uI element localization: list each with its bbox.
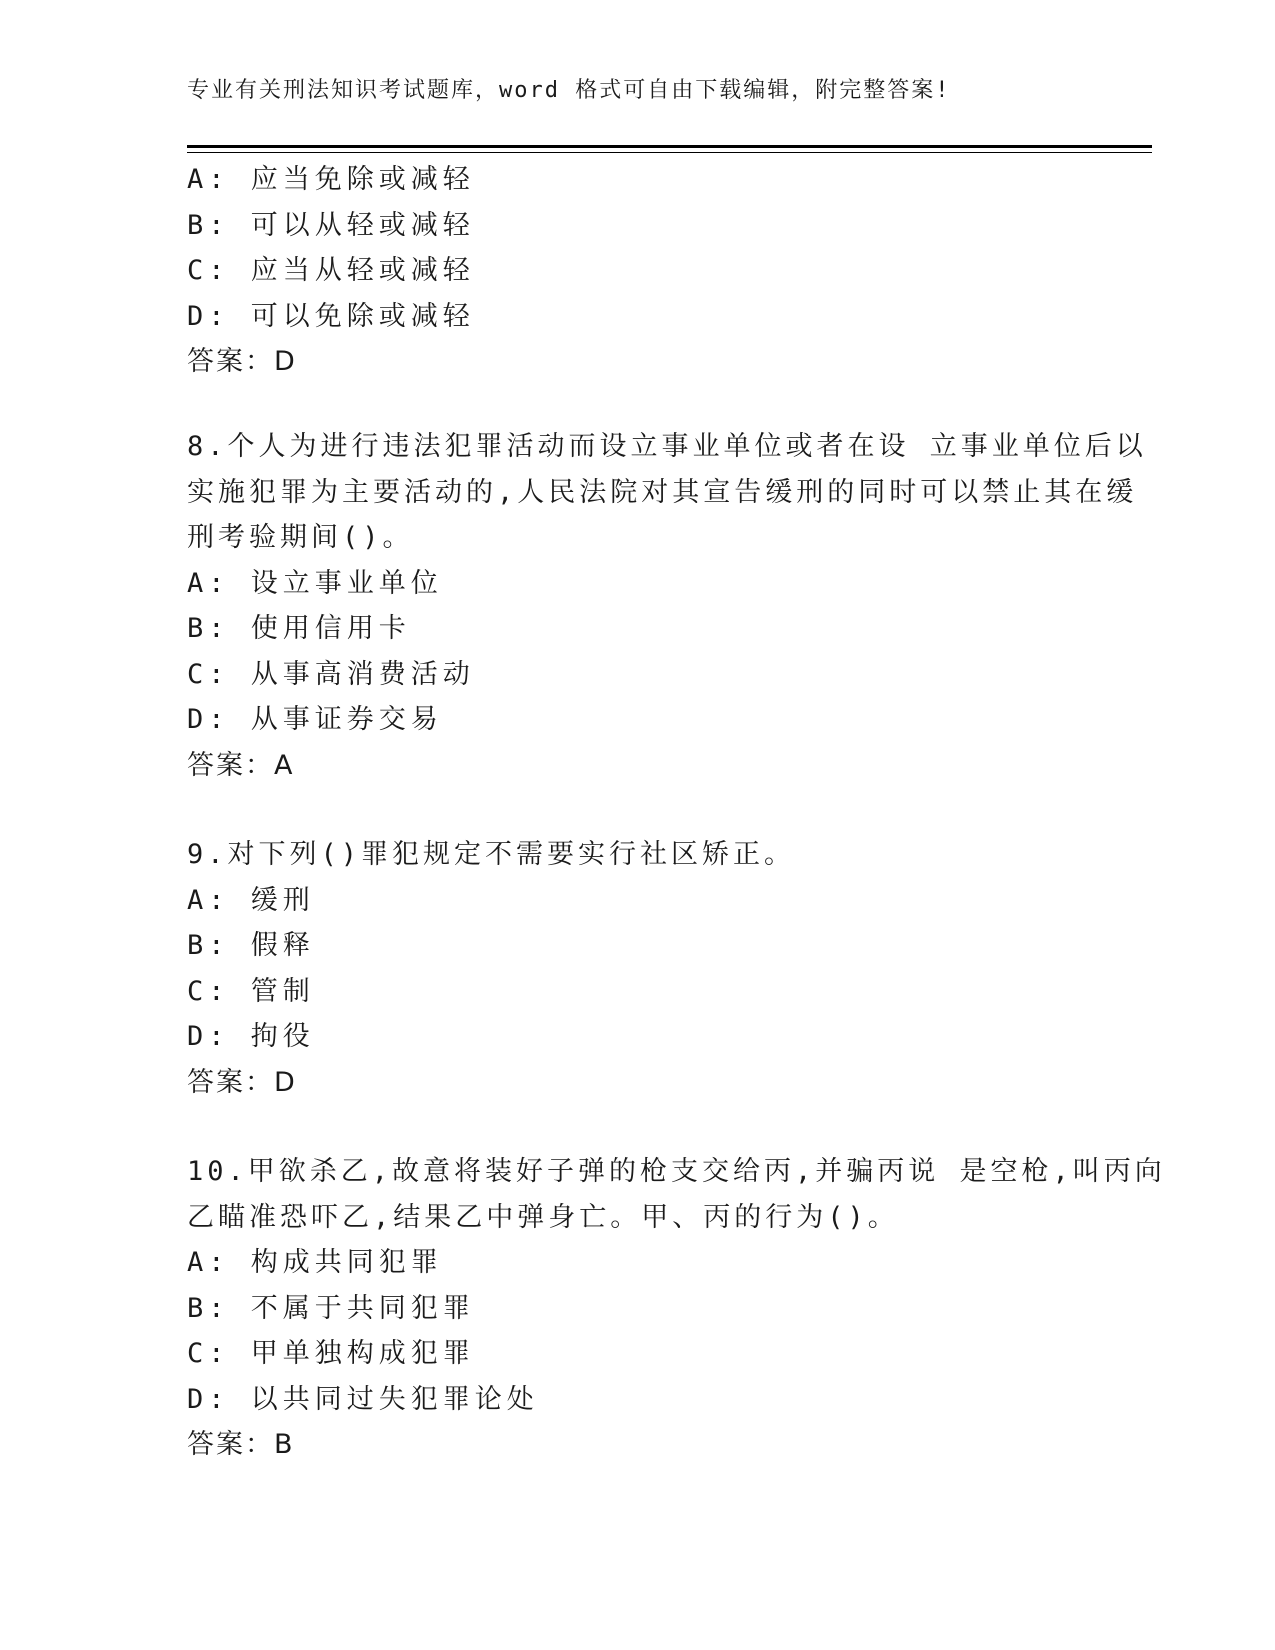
question-text-line: 10.甲欲杀乙,故意将装好子弹的枪支交给丙,并骗丙说 是空枪,叫丙向: [187, 1156, 1166, 1187]
option-d: D: 从事证券交易: [187, 704, 443, 735]
answer: 答案：B: [187, 1429, 295, 1460]
option-d: D: 拘役: [187, 1021, 315, 1052]
answer: 答案：A: [187, 749, 295, 781]
option-d: D: 可以免除或减轻: [187, 300, 475, 332]
option-c: C: 应当从轻或减轻: [187, 255, 475, 286]
question-8: [187, 424, 1147, 788]
option-b: B: 假释: [187, 930, 315, 961]
option-c: C: 甲单独构成犯罪: [187, 1338, 475, 1369]
header-rule-thin: [187, 152, 1152, 153]
header-rule-thick: [187, 145, 1152, 148]
question-7-continuation: [187, 157, 1067, 385]
option-a: A: 设立事业单位: [187, 567, 443, 599]
option-a: A: 应当免除或减轻: [187, 164, 475, 195]
question-10: [187, 1149, 1166, 1468]
option-a: A: 缓刑: [187, 884, 315, 916]
question-text-line: 乙瞄准恐吓乙,结果乙中弹身亡。甲、丙的行为()。: [187, 1201, 899, 1233]
option-b: B: 不属于共同犯罪: [187, 1292, 475, 1324]
option-b: B: 使用信用卡: [187, 613, 411, 644]
option-d: D: 以共同过失犯罪论处: [187, 1383, 539, 1415]
page-header: 专业有关刑法知识考试题库，word 格式可自由下载编辑，附完整答案!: [187, 78, 951, 103]
option-c: C: 从事高消费活动: [187, 658, 475, 690]
question-text-line: 9.对下列()罪犯规定不需要实行社区矫正。: [187, 839, 796, 870]
question-text-line: 刑考验期间()。: [187, 522, 414, 553]
answer: 答案：D: [187, 1066, 297, 1098]
option-c: C: 管制: [187, 975, 315, 1007]
question-text-line: 8.个人为进行违法犯罪活动而设立事业单位或者在设 立事业单位后以: [187, 431, 1147, 462]
answer: 答案：D: [187, 346, 297, 377]
question-9: [187, 832, 1067, 1105]
option-b: B: 可以从轻或减轻: [187, 209, 475, 241]
question-text-line: 实施犯罪为主要活动的,人民法院对其宣告缓刑的同时可以禁止其在缓: [187, 476, 1138, 508]
option-a: A: 构成共同犯罪: [187, 1247, 443, 1278]
